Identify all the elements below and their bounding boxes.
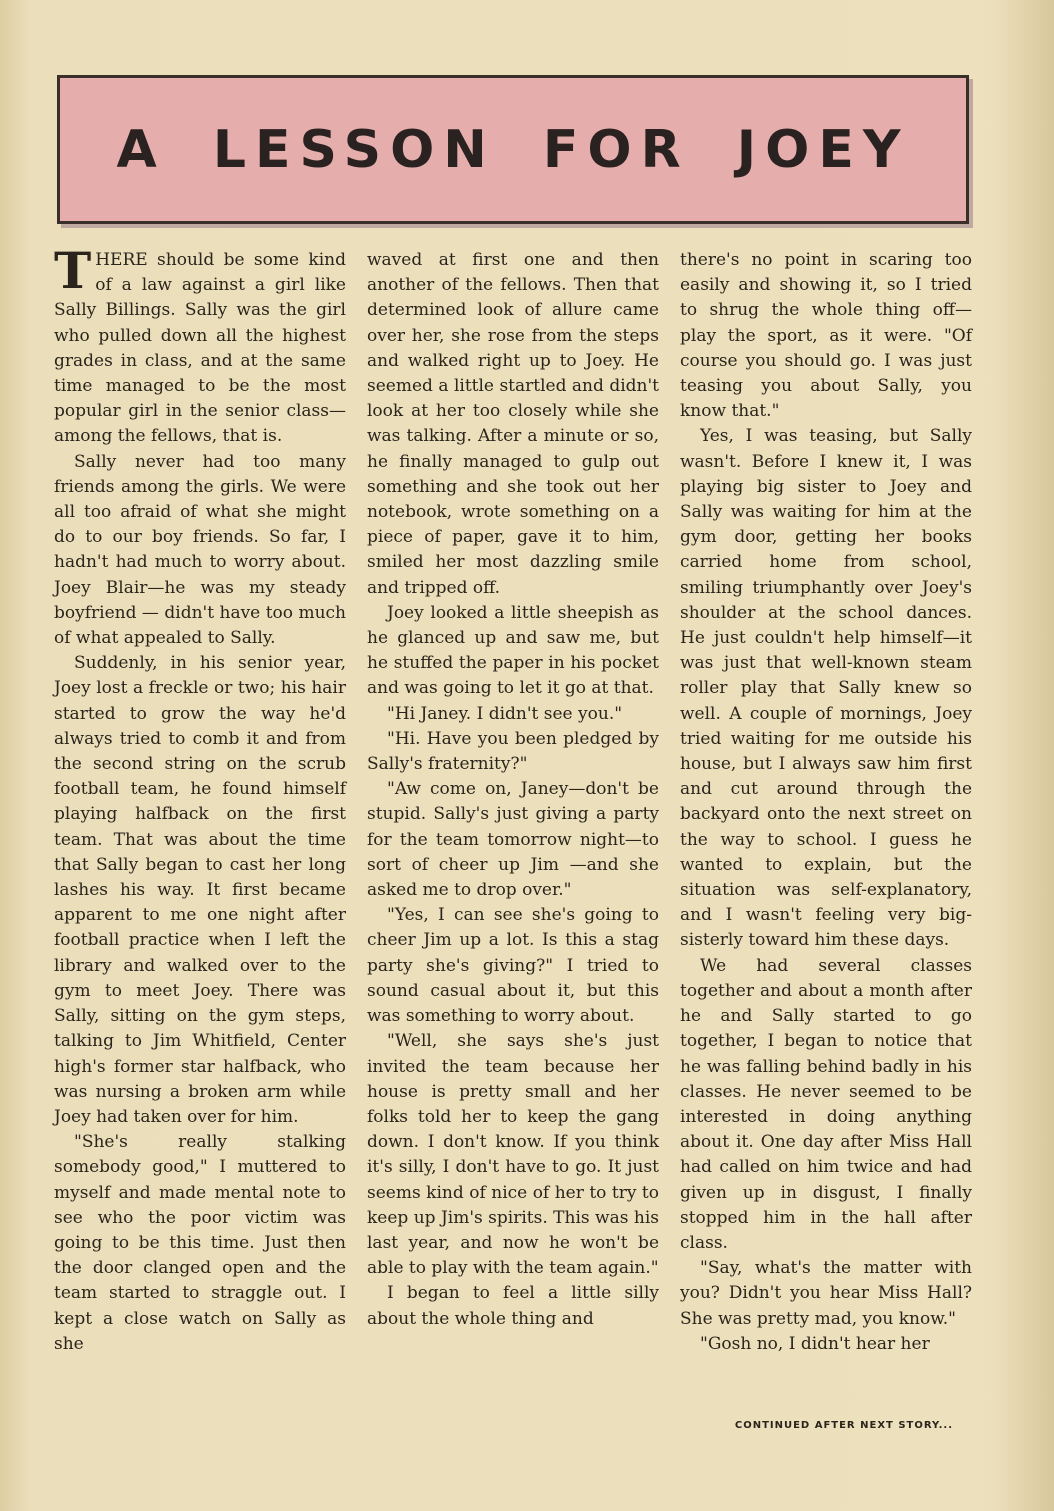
paragraph: "Well, she says she's just invited the team because her house is pretty small and her folks told her to keep the gang down. I don't know. If you think it's silly, I don't have to go. It just seems kind of nice of her to try to keep up Jim's spirits. This was his last year, and now he won't be able to play with the team again." bbox=[367, 1031, 659, 1279]
paragraph: "Gosh no, I didn't hear her bbox=[700, 1333, 930, 1354]
paragraph: "Hi Janey. I didn't see you." bbox=[387, 703, 623, 724]
paragraph: We had several classes together and about a month after he and Sally started to go together, I began to notice that he was falling behind badly in his classes. He never seemed to be interested in doing anything about it. One day after Miss Hall had called on him twice and had given up in disgust, I finally stopped him in the hall after class. bbox=[680, 955, 972, 1253]
continued-note: CONTINUED AFTER NEXT STORY... bbox=[734, 1420, 953, 1431]
paragraph: "Yes, I can see she's going to cheer Jim up a lot. Is this a stag party she's giving?" I tried to sound casual about it, but this was something to worry about. bbox=[367, 905, 659, 1027]
text-column-1 bbox=[54, 241, 346, 1357]
paragraph: "She's really stalking somebody good," I muttered to myself and made mental note to see who the poor victim was going to be this time. Just then the door clanged open and the team started to straggle out. I kept a close watch on Sally as she bbox=[54, 1132, 346, 1354]
drop-cap: T bbox=[54, 241, 92, 300]
paragraph: I began to feel a little silly about the whole thing and bbox=[367, 1283, 659, 1329]
text-column-3 bbox=[680, 248, 972, 1357]
paragraph: there's no point in scaring too easily and showing it, so I tried to shrug the whole thing off—play the sport, as it were. "Of course you should go. I was just teasing you about Sally, you know that." bbox=[680, 250, 972, 422]
paragraph: Sally never had too many friends among the girls. We were all too afraid of what she might do to our boy friends. So far, I hadn't had much to worry about. Joey Blair—he was my steady boyfriend — didn't have too much of what appealed to Sally. bbox=[54, 451, 346, 649]
paragraph: waved at first one and then another of the fellows. Then that determined look of allure came over her, she rose from the steps and walked right up to Joey. He seemed a little startled and didn't look at her too closely while she was talking. After a minute or so, he finally managed to gulp out something and she took out her notebook, wrote something on a piece of paper, gave it to him, smiled her most dazzling smile and tripped off. bbox=[367, 250, 659, 598]
paragraph: THERE should be some kind of a law against a girl like Sally Billings. Sally was the girl who pulled down all the highest grades in class, and at the same time managed to be the most popular girl in the senior class—among the fellows, that is. bbox=[54, 241, 346, 447]
text-column-2 bbox=[367, 248, 659, 1332]
paragraph: Yes, I was teasing, but Sally wasn't. Before I knew it, I was playing big sister to Joey and Sally was waiting for him at the gym door, getting her books carried home from school, smiling triumphantly over Joey's shoulder at the school dances. He just couldn't help himself—it was just that well-known steam roller play that Sally knew so well. A couple of mornings, Joey tried waiting for me outside his house, but I always saw him first and cut around through the backyard onto the next street on the way to school. I guess he wanted to explain, but the situation was self-explanatory, and I wasn't feeling very big-sisterly toward him these days. bbox=[680, 426, 972, 951]
story-title: A LESSON FOR JOEY bbox=[116, 119, 910, 180]
paragraph: "Hi. Have you been pledged by Sally's fraternity?" bbox=[367, 728, 659, 775]
paragraph: "Aw come on, Janey—don't be stupid. Sally's just giving a party for the team tomorrow night—to sort of cheer up Jim —and she asked me to drop over." bbox=[367, 779, 659, 901]
paragraph: Suddenly, in his senior year, Joey lost a freckle or two; his hair started to grow the way he'd always tried to comb it and from the second string on the scrub football team, he found himself playing halfback on the first team. That was about the time that Sally began to cast her long lashes his way. It first became apparent to me one night after football practice when I left the library and walked over to the gym to meet Joey. There was Sally, sitting on the gym steps, talking to Jim Whitfield, Center high's former star halfback, who was nursing a broken arm while Joey had taken over for him. bbox=[54, 653, 346, 1127]
title-banner bbox=[57, 75, 969, 224]
paragraph: "Say, what's the matter with you? Didn't you hear Miss Hall? She was pretty mad, you know." bbox=[680, 1258, 972, 1329]
paragraph: Joey looked a little sheepish as he glanced up and saw me, but he stuffed the paper in his pocket and was going to let it go at that. bbox=[367, 602, 659, 699]
